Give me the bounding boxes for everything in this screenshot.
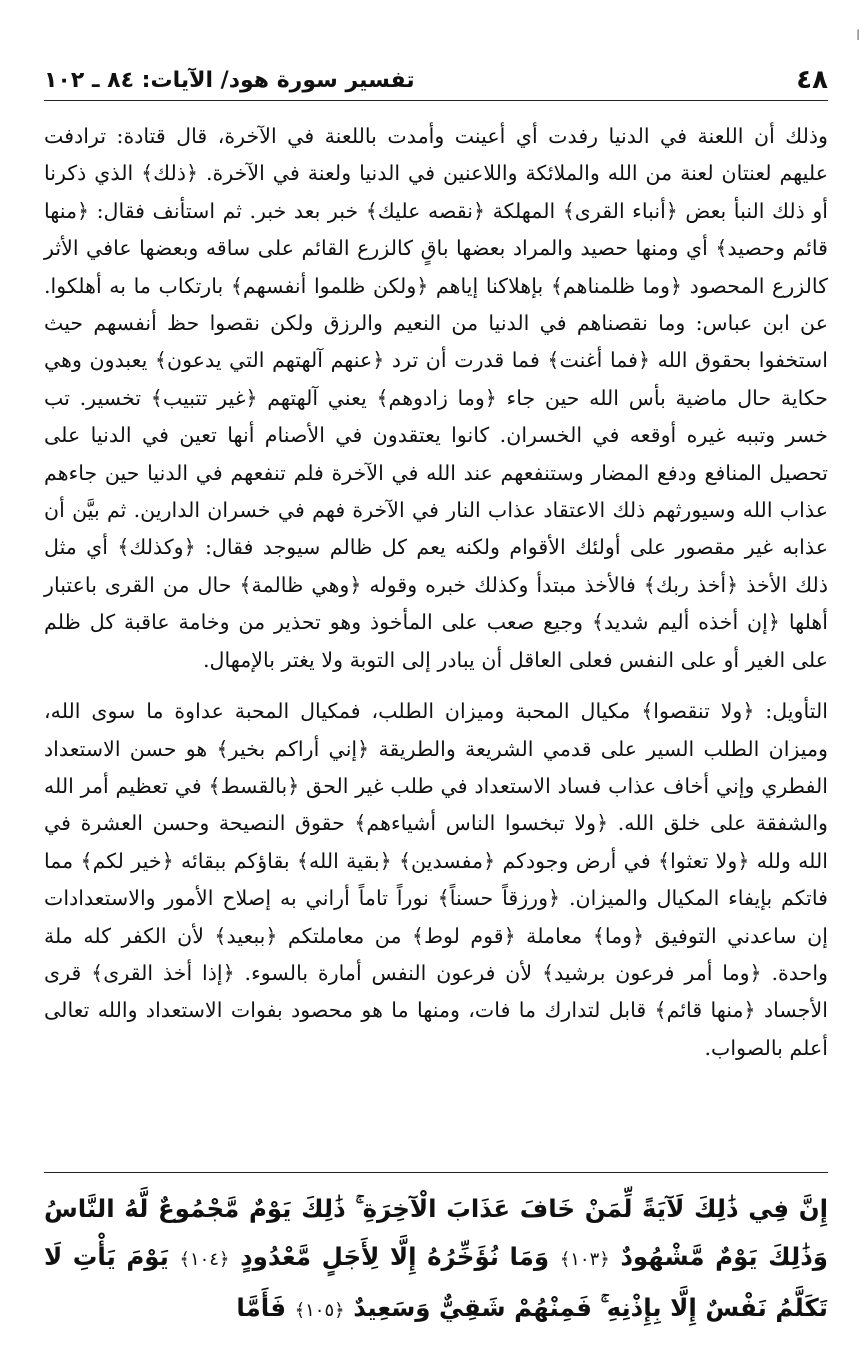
verse-106-start: فَأَمَّا <box>236 1293 287 1322</box>
verse-105: يَوْمَ يَأْتِ لَا تَكَلَّمُ نَفْسٌ إِلَّا بِإِذْنِهِ ۚ فَمِنْهُمْ شَقِيٌّ وَسَعِيدٌ <box>44 1242 828 1322</box>
interpretation-paragraph: التأويل: ﴿ولا تنقصوا﴾ مكيال المحبة وميزان الطلب، فمكيال المحبة عداوة ما سوى الله، وميزان الطلب السير على قدمي الشريعة والطريقة ﴿إني أراكم بخير﴾ هو حسن الاستعداد الفطري وإني أخاف عذاب فساد الاستعداد في طلب غير الحق ﴿بالقسط﴾ في تعظيم أمر الله والشفقة على خلق الله. ﴿ولا تبخسوا الناس أشياءهم﴾ حقوق النصيحة وحسن العشرة في الله ولله ﴿ولا تعثوا﴾ في أرض وجودكم ﴿مفسدين﴾ ﴿بقية الله﴾ بقاؤكم ببقائه ﴿خير لكم﴾ مما فاتكم بإيفاء المكيال والميزان. ﴿ورزقاً حسناً﴾ نوراً تاماً أراني به إصلاح الأمور والاستعدادات إن ساعدني التوفيق ﴿وما﴾ معاملة ﴿قوم لوط﴾ من معاملتكم ﴿ببعيد﴾ لأن الكفر كله ملة واحدة. ﴿وما أمر فرعون برشيد﴾ لأن فرعون النفس أمارة بالسوء. ﴿إذا أخذ القرى﴾ قرى الأجساد ﴿منها قائم﴾ قابل لتدارك ما فات، ومنها ما هو محصود بفوات الاستعداد والله تعالى أعلم بالصواب. <box>44 699 828 1060</box>
commentary-text <box>44 118 828 1067</box>
corner-mark: ا <box>856 28 860 44</box>
ayah-number-104: ﴿١٠٤﴾ <box>179 1249 230 1270</box>
ayah-number-105: ﴿١٠٥﴾ <box>294 1300 345 1321</box>
page-number: ٤٨ <box>796 65 828 95</box>
ayah-number-103: ﴿١٠٣﴾ <box>559 1249 610 1270</box>
page <box>44 0 828 1372</box>
page-header <box>44 60 828 101</box>
running-title: تفسير سورة هود/ الآيات: ٨٤ ـ ١٠٢ <box>44 67 415 93</box>
verse-104: وَمَا نُؤَخِّرُهُ إِلَّا لِأَجَلٍ مَّعْدُودٍ <box>240 1242 550 1271</box>
quran-verses <box>44 1172 828 1335</box>
commentary-paragraph: وذلك أن اللعنة في الدنيا رفدت أي أعينت وأمدت باللعنة في الآخرة، قال قتادة: ترادفت عليهم لعنتان لعنة من الله والملائكة واللاعنين في الدنيا ولعنة في الآخرة. ﴿ذلك﴾ الذي ذكرنا أو ذلك النبأ بعض ﴿أنباء القرى﴾ المهلكة ﴿نقصه عليك﴾ خبر بعد خبر. ثم استأنف فقال: ﴿منها قائم وحصيد﴾ أي ومنها حصيد والمراد بعضها باقٍ كالزرع القائم على ساقه وبعضها عافي الأثر كالزرع المحصود ﴿وما ظلمناهم﴾ بإهلاكنا إياهم ﴿ولكن ظلموا أنفسهم﴾ بارتكاب ما به أهلكوا. عن ابن عباس: وما نقصناهم في الدنيا من النعيم والرزق ولكن نقصوا حظ أنفسهم حيث استخفوا بحقوق الله ﴿فما أغنت﴾ فما قدرت أن ترد ﴿عنهم آلهتهم التي يدعون﴾ يعبدون وهي حكاية حال ماضية بأس الله حين جاء ﴿وما زادوهم﴾ يعني آلهتهم ﴿غير تتبيب﴾ تخسير. تب خسر وتببه غيره أوقعه في الخسران. كانوا يعتقدون في الأصنام أنها تعين في الدنيا على تحصيل المنافع ودفع المضار وستنفعهم عند الله في الآخرة فلم تنفعهم في الدنيا حين جاءهم عذاب الله وسيورثهم ذلك الاعتقاد عذاب النار في الآخرة فهم في خسران الدارين. ثم بيَّن أن عذابه غير مقصور على أولئك الأقوام ولكنه يعم كل ظالم سيوجد فقال: ﴿وكذلك﴾ أي مثل ذلك الأخذ ﴿أخذ ربك﴾ فالأخذ مبتدأ وكذلك خبره وقوله ﴿وهي ظالمة﴾ حال من القرى باعتبار أهلها ﴿إن أخذه أليم شديد﴾ وجيع صعب على المأخوذ وهو تحذير من وخامة عاقبة كل ظلم على الغير أو على النفس فعلى العاقل أن يبادر إلى التوبة ولا يغتر بالإمهال. <box>44 124 828 672</box>
verse-103: إِنَّ فِي ذَٰلِكَ لَآيَةً لِّمَنْ خَافَ عَذَابَ الْآخِرَةِ ۚ ذَٰلِكَ يَوْمٌ مَّجْمُوعٌ لَّهُ النَّاسُ وَذَٰلِكَ يَوْمٌ مَّشْهُودٌ <box>44 1194 828 1271</box>
